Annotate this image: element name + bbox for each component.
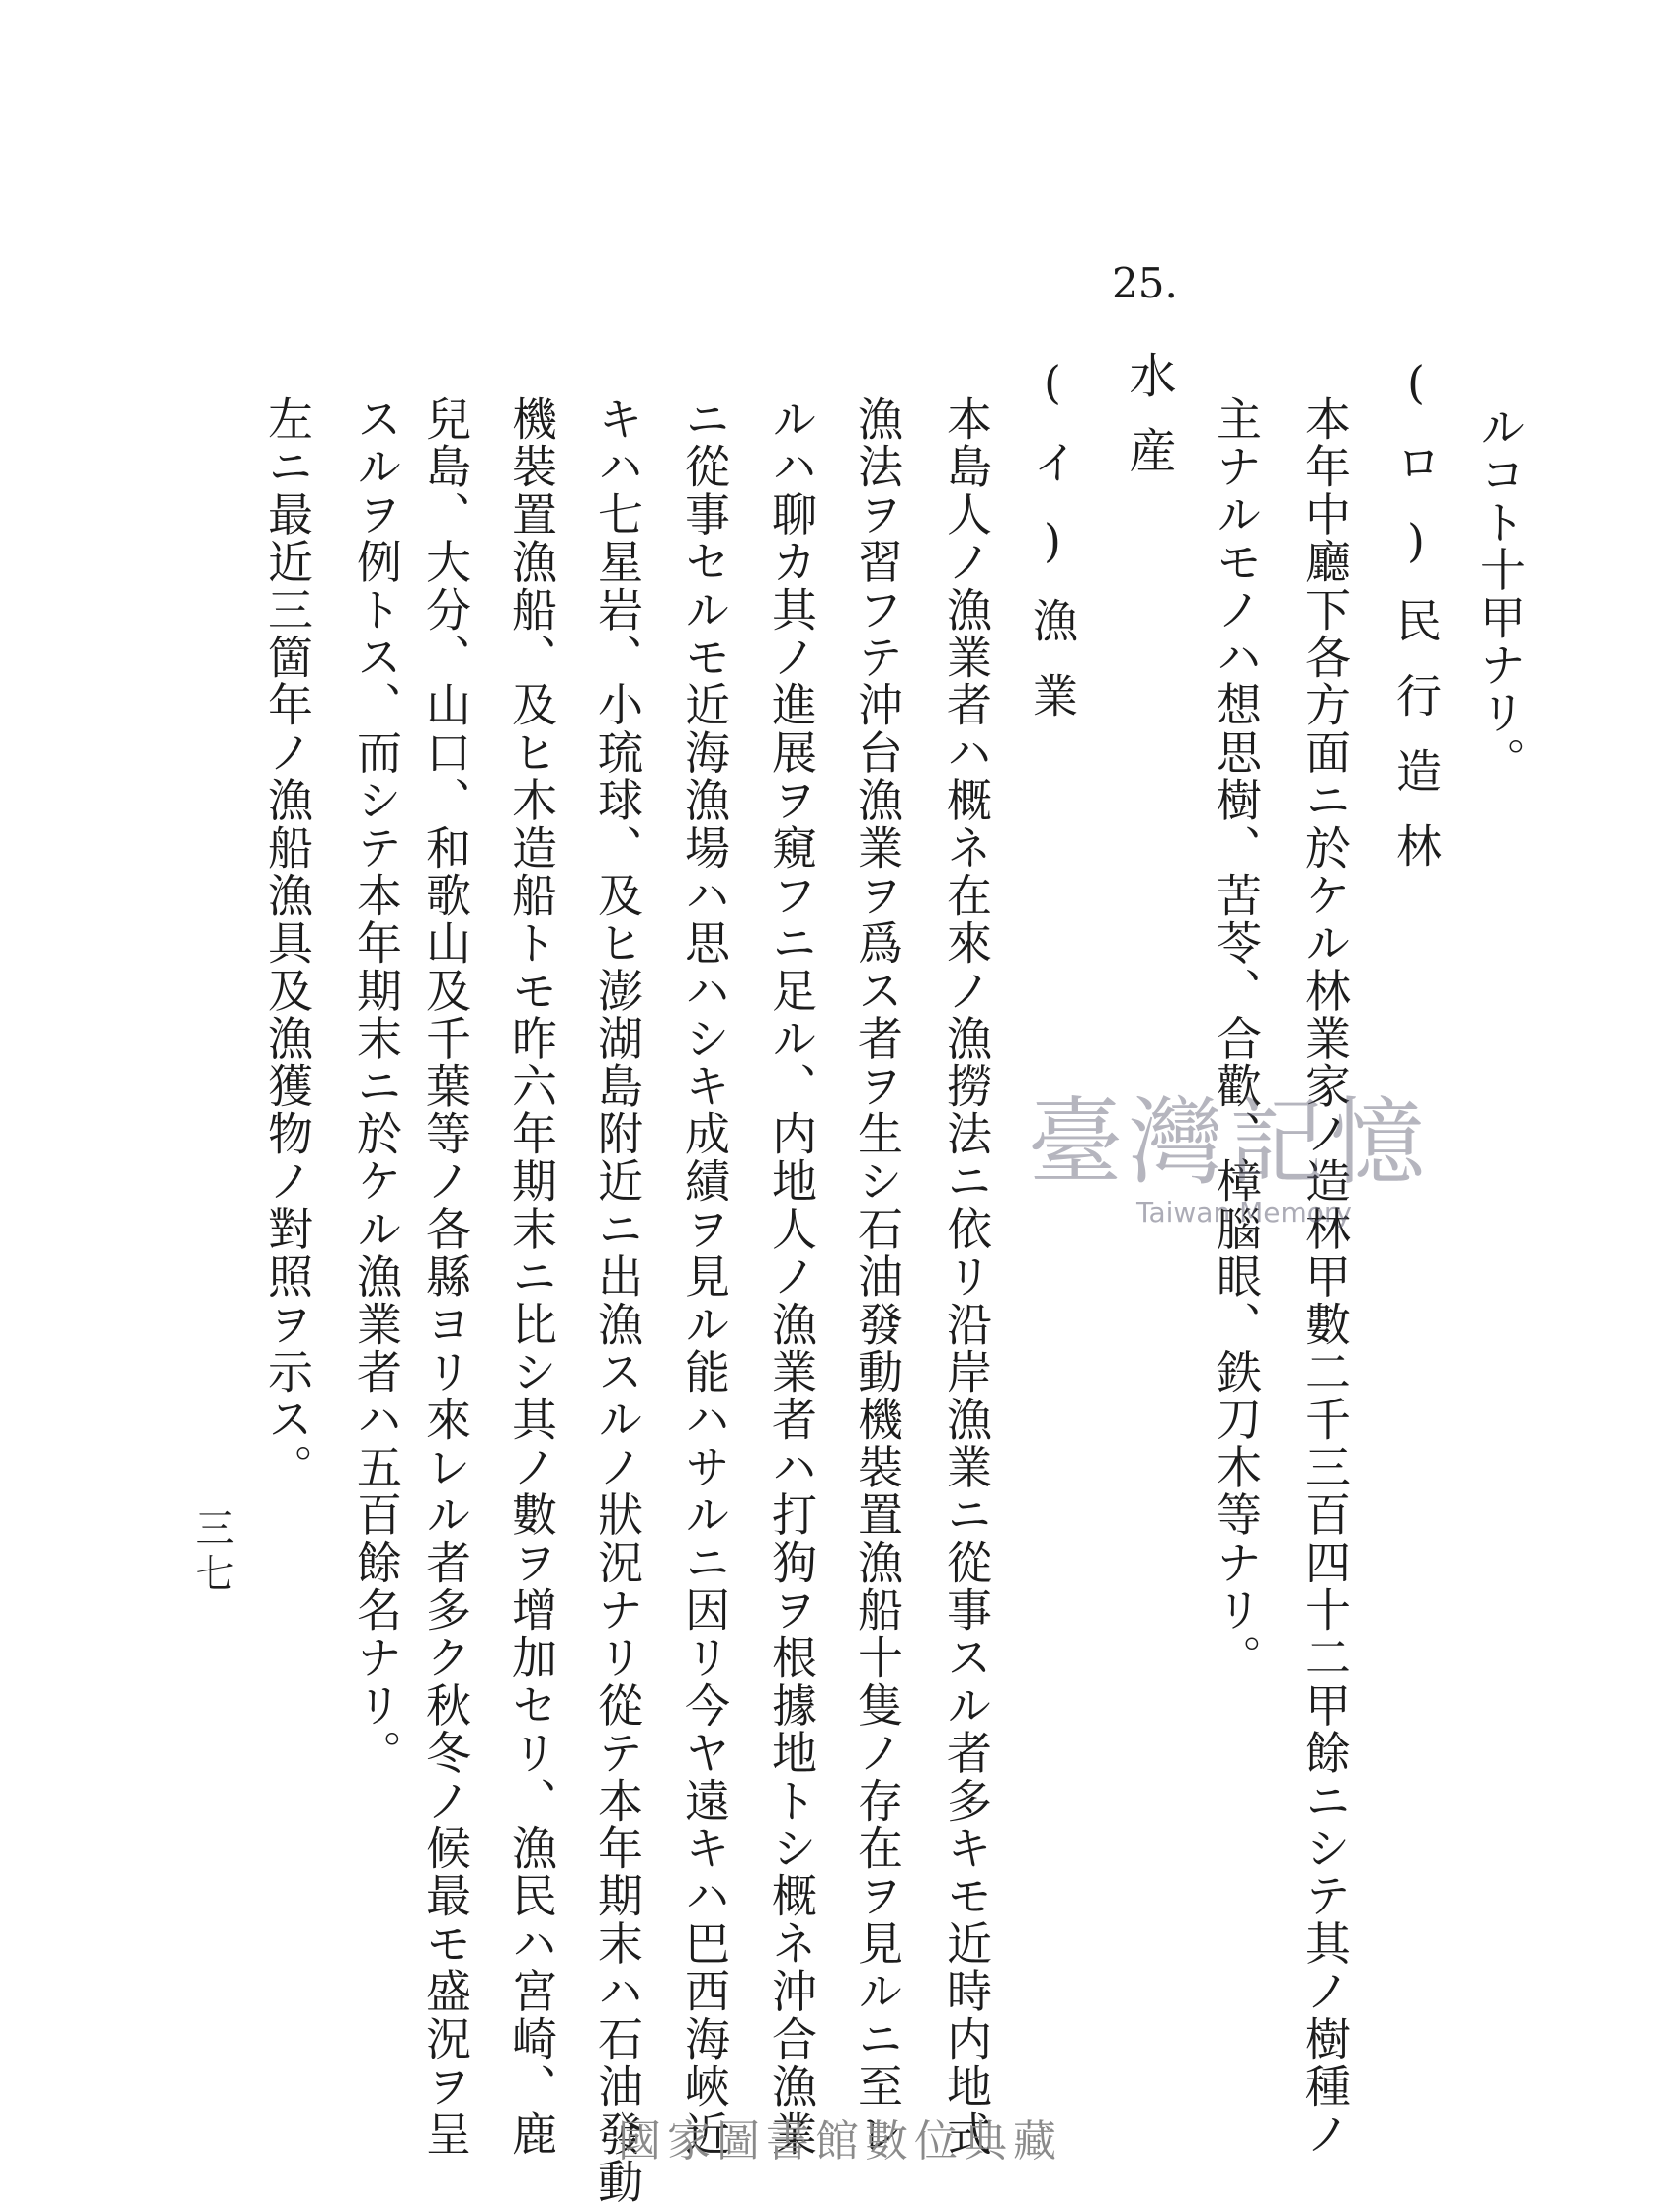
watermark-subtitle: Taiwan Memory bbox=[1136, 1196, 1352, 1229]
archive-footer-mark: 國家圖書館數位典藏 bbox=[618, 2116, 1062, 2166]
section-heading-private-afforestation: (ロ)民行造林 bbox=[1389, 356, 1443, 897]
text-column-15: 左ニ最近三箇年ノ漁船漁具及漁獲物ノ對照ヲ示ス。 bbox=[261, 395, 314, 1491]
text-column-10: ニ從事セルモ近海漁場ハ思ハシキ成績ヲ見ル能ハサルニ因リ今ヤ遠キハ巴西海峽近 bbox=[678, 395, 731, 2159]
folio-number: 三七 bbox=[189, 1507, 234, 1598]
text-column-13: 兒島、大分、山口、和歌山及千葉等ノ各縣ヨリ來レル者多ク秋冬ノ候最モ盛況ヲ呈 bbox=[419, 395, 472, 2159]
text-column-4: 主ナルモノハ想思樹、苦苓、合歡、樟腦眼、鉄刀木等ナリ。 bbox=[1210, 395, 1263, 1682]
section-heading-fishery: (イ)漁業 bbox=[1026, 356, 1079, 747]
text-column-7: 本島人ノ漁業者ハ概ネ在來ノ漁撈法ニ依リ沿岸漁業ニ從事スル者多キモ近時内地式 bbox=[940, 395, 993, 2159]
watermark-logo: 臺灣記憶 bbox=[1028, 1087, 1431, 1198]
page-number: 25. bbox=[1112, 259, 1178, 307]
section-heading-marine-products: 水産 bbox=[1121, 351, 1176, 501]
text-column-12: 機裝置漁船、及ヒ木造船トモ昨六年期末ニ比シ其ノ數ヲ增加セリ、漁民ハ宮崎、鹿 bbox=[505, 395, 558, 2159]
text-column-8: 漁法ヲ習フテ沖台漁業ヲ爲ス者ヲ生シ石油發動機裝置漁船十隻ノ存在ヲ見ルニ至レ bbox=[851, 395, 904, 2159]
text-column-3: 本年中廳下各方面ニ於ケル林業家ノ造林甲數二千三百四十二甲餘ニシテ其ノ樹種ノ bbox=[1299, 395, 1352, 2159]
text-column-9: ルハ聊カ其ノ進展ヲ窺フニ足ル、内地人ノ漁業者ハ打狗ヲ根據地トシ概ネ沖合漁業 bbox=[765, 395, 818, 2159]
text-column-14: スルヲ例トス、而シテ本年期末ニ於ケル漁業者ハ五百餘名ナリ。 bbox=[350, 395, 403, 1777]
text-column-1: ルコト十甲ナリ。 bbox=[1473, 403, 1527, 785]
text-column-11: キハ七星岩、小琉球、及ヒ澎湖島附近ニ出漁スルノ狀況ナリ從テ本年期末ハ石油發動 bbox=[591, 395, 644, 2206]
